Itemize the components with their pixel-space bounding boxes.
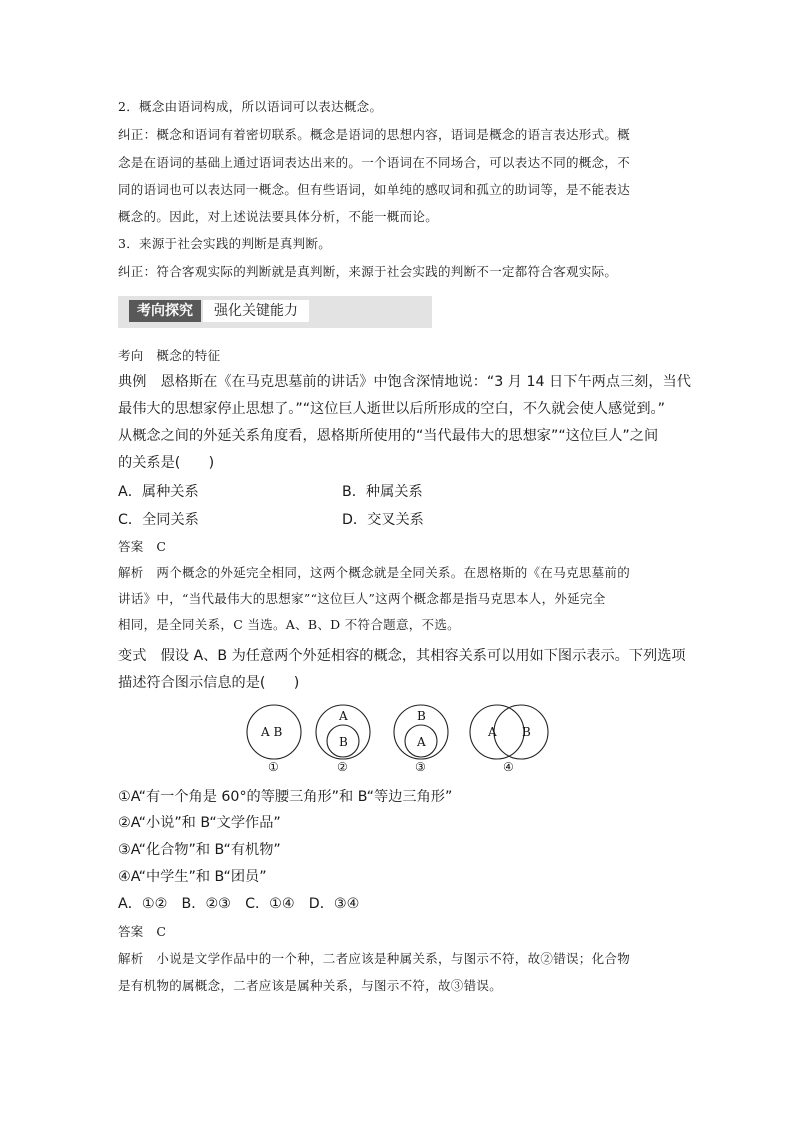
example-line: 最伟大的思想家停止思想了。”“这位巨人逝世以后所形成的空白，不久就会使人感觉到。” — [118, 401, 665, 417]
label-4a: A — [488, 725, 497, 739]
item-line: ③A“化合物”和 B“有机物” — [118, 842, 281, 858]
analysis-line: 相同，是全同关系，C 当选。A、B、D 不符合题意，不选。 — [118, 617, 460, 632]
choices-line: A．①② B．②③ C．①④ D．③④ — [118, 896, 360, 912]
variant-line: 描述符合图示信息的是( ) — [118, 675, 300, 691]
number-2: ② — [337, 760, 348, 774]
example-line: 从概念之间的外延关系角度看，恩格斯所使用的“当代最伟大的思想家”“这位巨人”之间 — [118, 428, 659, 444]
label-1: A B — [261, 725, 283, 739]
paragraph-line: 2．概念由语词构成，所以语词可以表达概念。 — [118, 99, 383, 114]
option-b: B．种属关系 — [342, 484, 423, 500]
section-banner — [118, 296, 432, 328]
label-2b: B — [339, 735, 348, 749]
option-c: C．全同关系 — [118, 512, 199, 528]
analysis-line: 解析 两个概念的外延完全相同，这两个概念就是全同关系。在恩格斯的《在马克思墓前的 — [118, 565, 631, 580]
label-4b: B — [522, 725, 531, 739]
analysis-line: 是有机物的属概念，二者应该是属种关系，与图示不符，故③错误。 — [118, 978, 503, 993]
analysis-line: 解析 小说是文学作品中的一个种，二者应该是种属关系，与图示不符，故②错误；化合物 — [118, 951, 631, 966]
number-3: ③ — [415, 760, 426, 774]
example-line: 的关系是( ) — [118, 455, 215, 471]
label-3a: B — [417, 709, 426, 723]
banner-subtitle: 强化关键能力 — [203, 300, 309, 322]
paragraph-line: 纠正：符合客观实际的判断就是真判断，来源于社会实践的判断不一定都符合客观实际。 — [118, 264, 618, 279]
paragraph-line: 念是在语词的基础上通过语词表达出来的。一个语词在不同场合，可以表达不同的概念，不 — [118, 155, 631, 170]
paragraph-line: 概念的。因此，对上述说法要具体分析，不能一概而论。 — [118, 209, 439, 224]
banner-label: 考向探究 — [129, 300, 201, 322]
circle-4-b — [494, 705, 548, 759]
number-4: ④ — [503, 760, 514, 774]
option-d: D．交叉关系 — [342, 512, 424, 528]
item-line: ④A“中学生”和 B“团员” — [118, 869, 267, 885]
paragraph-line: 纠正：概念和语词有着密切联系。概念是语词的思想内容，语词是概念的语言表达形式。概 — [118, 127, 631, 142]
analysis-line: 讲话》中，“当代最伟大的思想家”“这位巨人”这两个概念都是指马克思本人，外延完全 — [118, 591, 606, 606]
item-line: ②A“小说”和 B“文学作品” — [118, 815, 281, 831]
paragraph-line: 3．来源于社会实践的判断是真判断。 — [118, 236, 332, 251]
number-1: ① — [268, 760, 279, 774]
example-line: 典例 恩格斯在《在马克思墓前的讲话》中饱含深情地说：“3 月 14 日下午两点三刻，当代 — [118, 374, 691, 390]
circle-4-a — [470, 705, 524, 759]
option-a: A．属种关系 — [118, 484, 199, 500]
label-3b: A — [417, 735, 426, 749]
paragraph-line: 同的语词也可以表达同一概念。但有些语词，如单纯的感叹词和孤立的助词等，是不能表达 — [118, 182, 631, 197]
answer-line: 答案 C — [118, 539, 167, 554]
answer-line: 答案 C — [118, 924, 167, 939]
venn-diagram — [245, 704, 555, 776]
section-heading: 考向 概念的特征 — [118, 348, 221, 363]
label-2a: A — [339, 709, 348, 723]
variant-line: 变式 假设 A、B 为任意两个外延相容的概念，其相容关系可以用如下图示表示。下列选项 — [118, 648, 686, 664]
item-line: ①A“有一个角是 60°的等腰三角形”和 B“等边三角形” — [118, 789, 453, 805]
